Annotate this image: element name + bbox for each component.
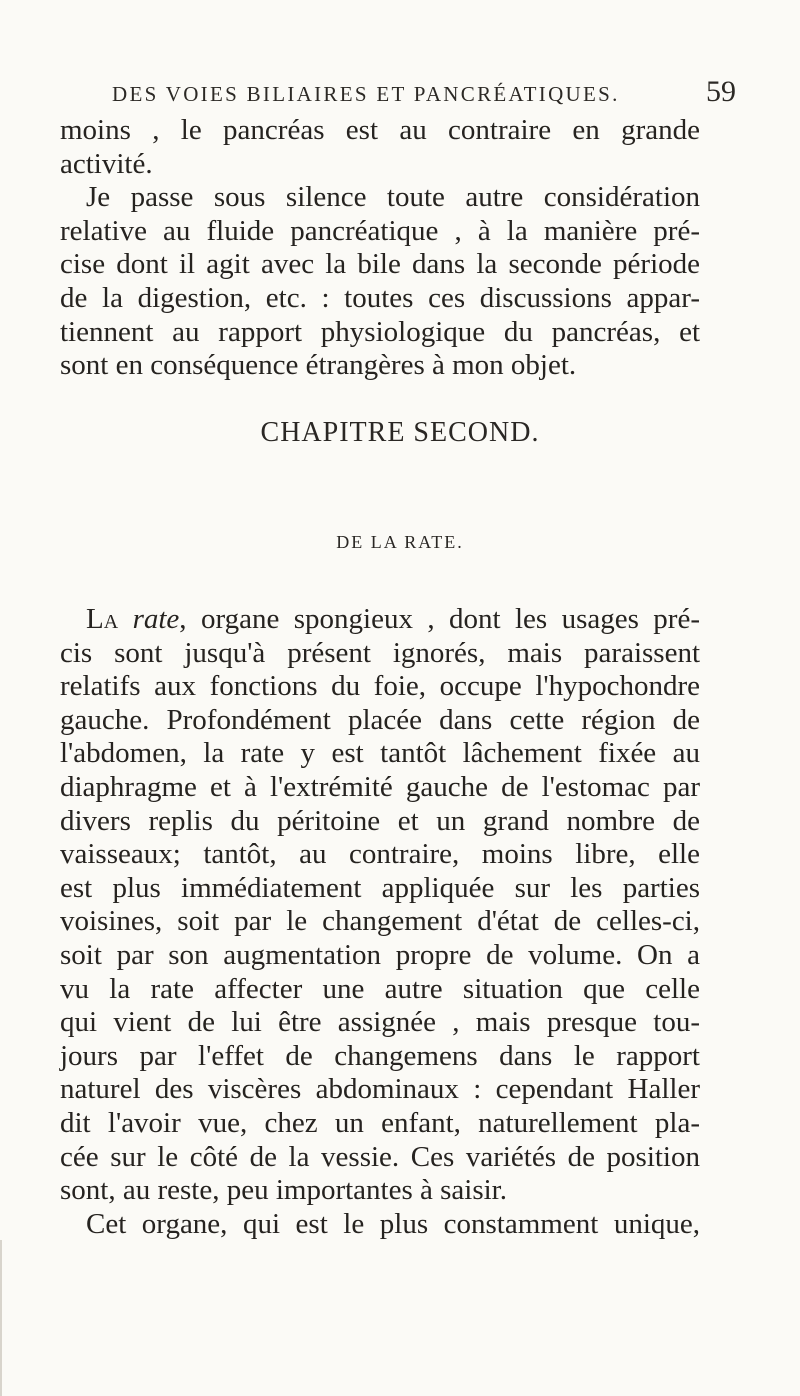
italic-term: rate [132, 603, 180, 635]
paragraph-block-1 [60, 114, 700, 383]
chapter-title: CHAPITRE SECOND. [260, 417, 540, 448]
text-line: activité. [60, 147, 153, 180]
text-line: tiennent au rapport physiologique du pancréas, et [60, 315, 700, 348]
text-line: sont en conséquence étrangères à mon objet. [60, 349, 577, 382]
text-line: diaphragme et à l'extrémité gauche de l'estomac par [60, 770, 700, 803]
section-title: DE LA RATE. [336, 532, 464, 552]
text-line-first [60, 603, 700, 637]
text-line: cée sur le côté de la vessie. Ces variétés de position [60, 1140, 700, 1173]
paragraph-block-2 [60, 603, 700, 1241]
text-line: Cet organe, qui est le plus constamment unique, [86, 1207, 700, 1240]
text-line: sont, au reste, peu importantes à saisir. [60, 1174, 507, 1207]
text-line: dit l'avoir vue, chez un enfant, naturellement pla- [60, 1106, 700, 1139]
text-line: est plus immédiatement appliquée sur les parties [60, 871, 700, 904]
page-number: 59 [706, 75, 736, 108]
text-line: cis sont jusqu'à présent ignorés, mais paraissent [60, 636, 700, 669]
running-head: DES VOIES BILIAIRES ET PANCRÉATIQUES. [112, 82, 620, 106]
text-line: l'abdomen, la rate y est tantôt lâchement fixée au [60, 737, 700, 770]
text-line: qui vient de lui être assignée , mais presque tou- [60, 1006, 700, 1039]
text-line: divers replis du péritoine et un grand nombre de [60, 804, 700, 837]
text-line: cise dont il agit avec la bile dans la seconde période [60, 248, 700, 281]
text-line: relative au fluide pancréatique , à la manière pré- [60, 214, 700, 247]
page-edge-rule [0, 1240, 2, 1396]
text-line: gauche. Profondément placée dans cette région de [60, 703, 700, 736]
text-line: vaisseaux; tantôt, au contraire, moins libre, elle [60, 838, 700, 871]
text-line: voisines, soit par le changement d'état de celles-ci, [60, 905, 700, 938]
text-line: naturel des viscères abdominaux : cependant Haller [60, 1073, 700, 1106]
text-line: vu la rate affecter une autre situation que celle [60, 972, 700, 1005]
first-line-rest: , organe spongieux , dont les usages pré- [179, 603, 700, 635]
lead-word: La [86, 603, 119, 635]
text-line: jours par l'effet de changemens dans le rapport [60, 1039, 700, 1072]
text-line: de la digestion, etc. : toutes ces discussions appar- [60, 281, 700, 314]
text-line: Je passe sous silence toute autre considération [86, 181, 700, 214]
text-line: relatifs aux fonctions du foie, occupe l'hypochondre [60, 670, 700, 703]
page-header [112, 75, 736, 115]
text-line: moins , le pancréas est au contraire en grande [60, 114, 700, 146]
text-line: soit par son augmentation propre de volume. On a [60, 938, 700, 971]
